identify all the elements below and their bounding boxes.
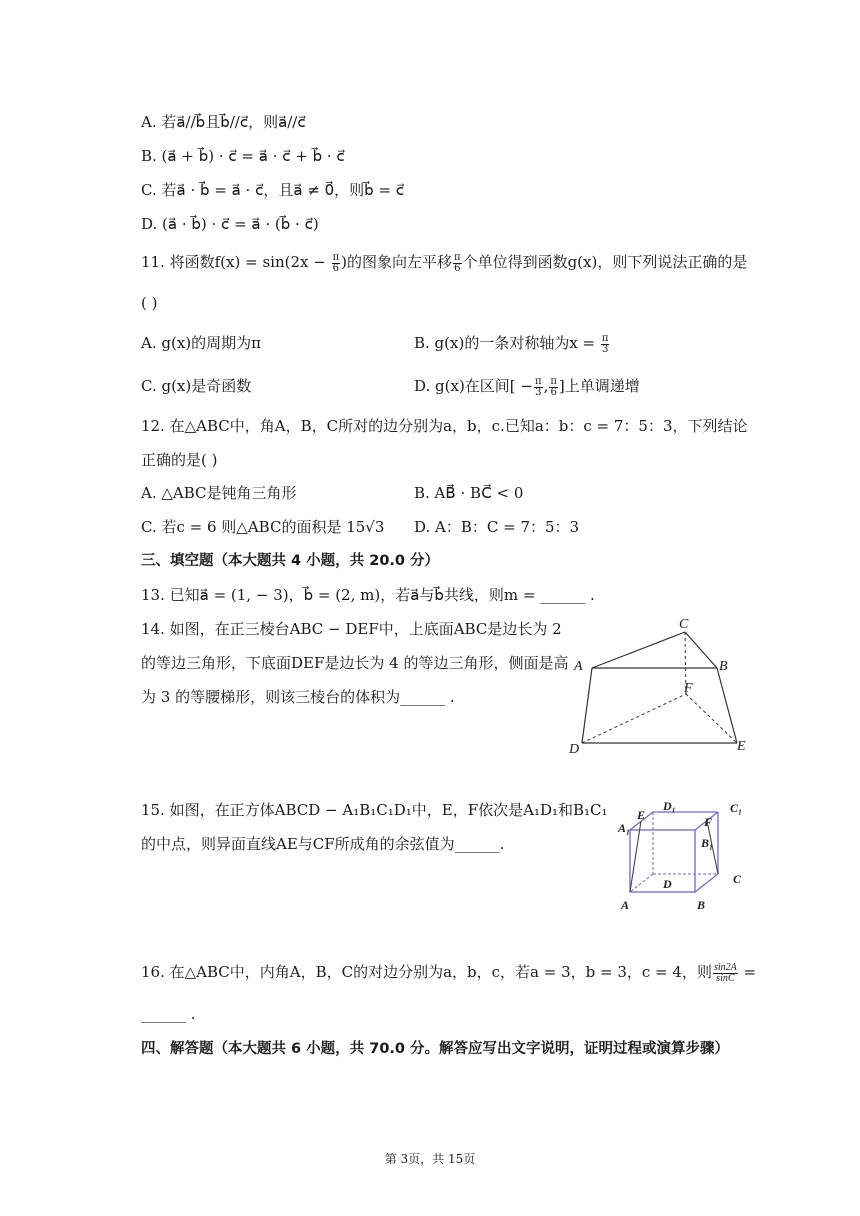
q15-line-2: 的中点，则异面直线AE与CF所成角的余弦值为______. bbox=[141, 835, 505, 853]
fraction: $\frac{\sin 2A}{\sin C}$ bbox=[713, 961, 737, 984]
q10-option-d: D. (a⃗ · b⃗) · c⃗ = a⃗ · (b⃗ · c⃗) bbox=[141, 215, 319, 233]
edge-fe bbox=[686, 694, 737, 743]
edge-ac bbox=[592, 632, 685, 668]
q10-option-c: C. 若a⃗ · b⃗ = a⃗ · c⃗，且a⃗ ≠ 0⃗，则b⃗ = c⃗ bbox=[141, 181, 405, 199]
label-f: F bbox=[684, 681, 693, 696]
q12-stem: 12. 在△ABC中，角A，B，C所对的边分别为a，b，c.已知a：b：c = 7：5：3，下列结论 bbox=[141, 417, 748, 435]
q14-line-1: 14. 如图，在正三棱台ABC − DEF中，上底面ABC是边长为 2 bbox=[141, 620, 562, 638]
q13-text: 13. 已知a⃗ = (1, − 3)，b⃗ = (2, m)，若a⃗与b⃗共线，则m = ______ . bbox=[141, 586, 595, 604]
q11-stem: 11. 将函数f(x) = sin(2x − $\frac{\pi}{6}$ )的图象向左平移 $\frac{\pi}{6}$ 个单位得到函数g(x)，则下列说法正确的是 bbox=[141, 251, 748, 274]
q16-line-1: 16. 在△ABC中，内角A，B，C的对边分别为a，b，c，若a = 3，b = 3，c = 4，则 $\frac{\sin 2A}{\sin C}$ = bbox=[141, 961, 757, 984]
q12-option-c: C. 若c = 6 则△ABC的面积是 15√3 bbox=[141, 518, 385, 536]
q11-stem-cont: ( ) bbox=[141, 294, 158, 312]
page-footer: 第 3页，共 15页 bbox=[384, 1152, 476, 1166]
label-f: F bbox=[704, 815, 713, 829]
q11-option-c: C. g(x)是奇函数 bbox=[141, 377, 252, 395]
section-3-heading: 三、填空题（本大题共 4 小题，共 20.0 分） bbox=[141, 553, 440, 569]
fraction: $\frac{\pi}{3}$ bbox=[534, 375, 542, 398]
fraction: $\frac{\pi}{6}$ bbox=[332, 251, 340, 274]
cube-figure bbox=[605, 795, 765, 920]
q12-stem-cont: 正确的是( ) bbox=[141, 451, 218, 469]
label-a1: A₁ bbox=[618, 821, 631, 835]
fraction: $\frac{\pi}{6}$ bbox=[454, 251, 461, 274]
label-c1: C₁ bbox=[730, 801, 743, 815]
label-d1: D₁ bbox=[663, 799, 676, 813]
segment-ae bbox=[630, 821, 641, 892]
q14-line-3: 为 3 的等腰梯形，则该三棱台的体积为______ . bbox=[141, 688, 455, 706]
q11-option-a: A. g(x)的周期为π bbox=[141, 334, 261, 352]
label-d: D bbox=[569, 742, 580, 757]
section-4-heading: 四、解答题（本大题共 6 小题，共 70.0 分。解答应写出文字说明，证明过程或演算步骤） bbox=[141, 1041, 730, 1057]
q12-option-b: B. AB⃗ · BC⃗ < 0 bbox=[414, 484, 524, 502]
q11-option-b: B. g(x)的一条对称轴为x = $\frac{\pi}{3}$ bbox=[414, 332, 609, 355]
label-e: E bbox=[637, 808, 646, 822]
q14-line-2: 的等边三角形，下底面DEF是边长为 4 的等边三角形，侧面是高 bbox=[141, 654, 569, 672]
fraction: $\frac{\pi}{6}$ bbox=[550, 375, 557, 398]
q15-line-1: 15. 如图，在正方体ABCD − A₁B₁C₁D₁中，E，F依次是A₁D₁和B₁C₁ bbox=[141, 801, 608, 819]
label-a: A bbox=[621, 898, 630, 912]
label-d: D bbox=[663, 877, 672, 891]
q10-option-b: B. (a⃗ + b⃗) · c⃗ = a⃗ · c⃗ + b⃗ · c⃗ bbox=[141, 147, 345, 165]
label-c: C bbox=[679, 617, 689, 632]
q10-option-a: A. 若a⃗//b⃗且b⃗//c⃗，则a⃗//c⃗ bbox=[141, 113, 306, 131]
edge-cb bbox=[685, 632, 717, 668]
label-a: A bbox=[574, 659, 583, 674]
q16-line-2: ______ . bbox=[141, 1005, 196, 1023]
edge-df bbox=[582, 694, 686, 743]
q11-option-d: D. g(x)在区间[ − $\frac{\pi}{3}$ , $\frac{\pi}{6}$ ]上单调递增 bbox=[414, 375, 640, 398]
label-b: B bbox=[697, 898, 706, 912]
edge-be bbox=[717, 668, 737, 743]
label-c: C bbox=[733, 872, 742, 886]
q12-option-d: D. A：B：C = 7：5：3 bbox=[414, 518, 580, 536]
label-b: B bbox=[719, 659, 728, 674]
q12-option-a: A. △ABC是钝角三角形 bbox=[141, 484, 297, 502]
label-e: E bbox=[737, 739, 746, 754]
label-b1: B₁ bbox=[701, 836, 714, 850]
edge-ad bbox=[582, 668, 592, 743]
fraction: $\frac{\pi}{3}$ bbox=[601, 332, 609, 355]
frustum-figure bbox=[560, 612, 760, 762]
